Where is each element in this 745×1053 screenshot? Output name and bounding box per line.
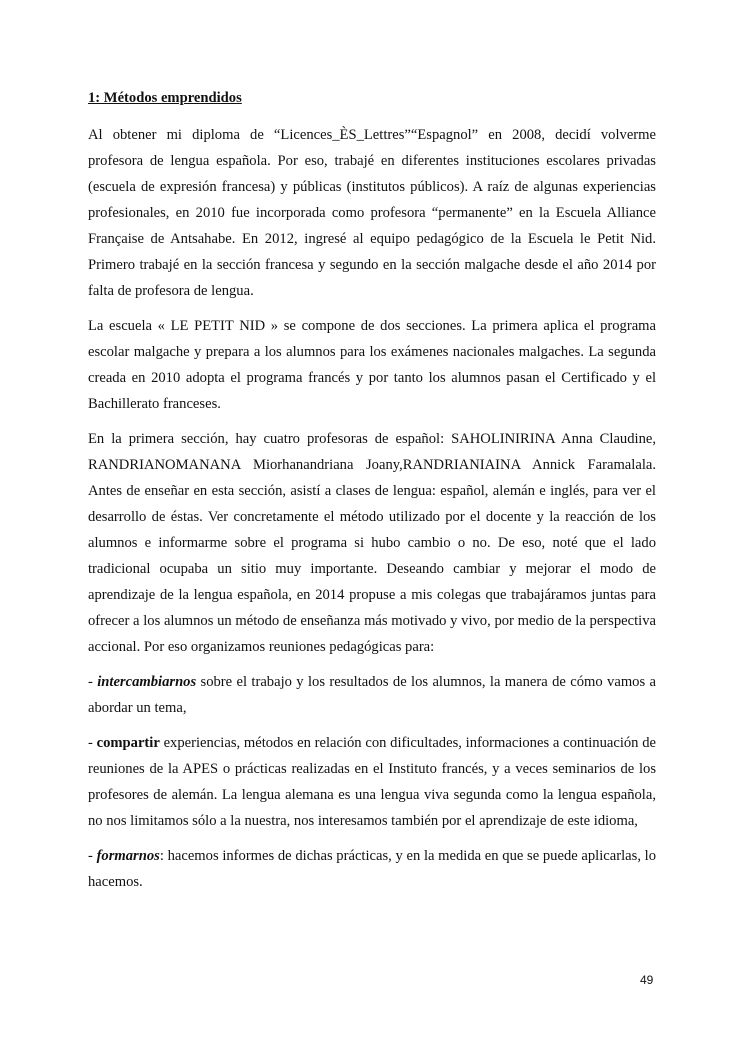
list-item-prefix: -	[88, 735, 97, 751]
document-body	[88, 86, 656, 904]
page-number: 49	[640, 973, 654, 987]
list-item-formarnos	[88, 843, 656, 895]
paragraph-school: La escuela « LE PETIT NID » se compone de dos secciones. La primera aplica el programa escolar malgache y prepara a los alumnos para los exámenes nacionales malgaches. La segunda creada en 2010 adopta el programa francés y por tanto los alumnos pasan el Certificado y el Bachillerato franceses.	[88, 318, 656, 412]
paragraph-first-section: En la primera sección, hay cuatro profesoras de español: SAHOLINIRINA Anna Claudine, RANDRIANOMANANA Miorhanandriana Joany,RANDRIANIAINA Annick Faramalala. Antes de enseñar en esta sección, asistí a clases de lengua: español, alemán e inglés, para ver el desarrollo de éstas. Ver concretamente el método utilizado por el docente y la reacción de los alumnos e informarme sobre el programa si hubo cambio o no. De eso, noté que el lado tradicional ocupaba un sitio muy importante. Deseando cambiar y mejorar el modo de aprendizaje de la lengua española, en 2014 propuse a mis colegas que trabajáramos juntas para ofrecer a los alumnos un método de enseñanza más motivado y vivo, por medio de la perspectiva accional. Por eso organizamos reuniones pedagógicas para:	[88, 431, 656, 655]
list-item-term: intercambiarnos	[97, 674, 197, 690]
list-item-term: compartir	[96, 735, 160, 751]
list-item-text: experiencias, métodos en relación con dificultades, informaciones a continuación de reuniones de la APES o prácticas realizadas en el Instituto francés, y a veces seminarios de los profesores de alemán. La lengua alemana es una lengua viva segunda como la lengua española, no nos limitamos sólo a la nuestra, nos interesamos también por el aprendizaje de este idioma,	[88, 735, 656, 829]
list-item-prefix: -	[88, 674, 98, 690]
list-item-term: formarnos	[96, 848, 160, 864]
list-item-compartir	[88, 730, 656, 834]
list-item-prefix: -	[88, 848, 97, 864]
list-item-intercambiarnos	[88, 669, 656, 721]
list-item-text: sobre el trabajo y los resultados de los alumnos, la manera de cómo vamos a abordar un tema,	[88, 674, 656, 716]
section-heading: 1: Métodos emprendidos	[88, 90, 242, 106]
list-item-text: : hacemos informes de dichas prácticas, y en la medida en que se puede aplicarlas, lo hacemos.	[88, 848, 657, 890]
paragraph-diploma: Al obtener mi diploma de “Licences_ÈS_Lettres”“Espagnol” en 2008, decidí volverme profesora de lengua española. Por eso, trabajé en diferentes instituciones escolares privadas (escuela de expresión francesa) y públicas (institutos públicos). A raíz de algunas experiencias profesionales, en 2010 fue incorporada como profesora “permanente” en la Escuela Alliance Française de Antsahabe. En 2012, ingresé al equipo pedagógico de la Escuela le Petit Nid. Primero trabajé en la sección francesa y segundo en la sección malgache desde el año 2014 por falta de profesora de lengua.	[88, 127, 656, 299]
